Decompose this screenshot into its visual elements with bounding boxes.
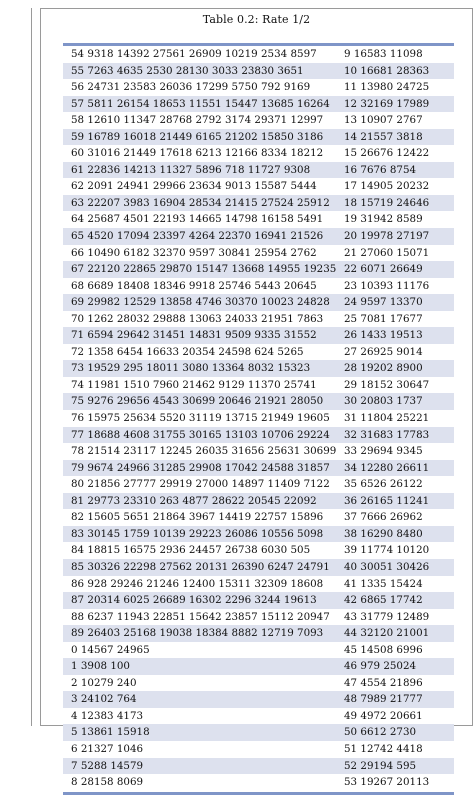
row-index: 28: [344, 362, 358, 375]
row-values: 12280 26611: [360, 461, 430, 474]
row-index: 58: [71, 114, 85, 127]
row-values: 14567 24965: [80, 643, 150, 656]
table-row: [336, 360, 454, 377]
row-values: 15975 25634 5520 31119 13715 21949 19605: [87, 412, 330, 425]
table-row: [336, 311, 454, 328]
table-row: [336, 327, 454, 344]
row-index: 50: [344, 726, 358, 739]
table-right-column: [336, 43, 454, 795]
row-values: 13980 24725: [360, 81, 430, 94]
table-row: [63, 758, 346, 775]
table-row: [63, 228, 346, 245]
row-index: 77: [71, 428, 85, 441]
row-values: 11981 1510 7960 21462 9129 11370 25741: [87, 378, 317, 391]
row-values: 9597 13370: [360, 296, 423, 309]
row-values: 7666 26962: [360, 511, 423, 524]
row-values: 19978 27197: [360, 230, 430, 243]
row-index: 36: [344, 494, 358, 507]
row-values: 26925 9014: [360, 345, 423, 358]
row-index: 32: [344, 428, 358, 441]
table-caption: Table 0.2: Rate 1/2: [202, 13, 311, 26]
table-row: [336, 245, 454, 262]
table-row: [63, 774, 346, 791]
row-values: 29194 595: [360, 759, 417, 772]
row-index: 81: [71, 494, 85, 507]
row-index: 55: [71, 64, 85, 77]
table-row: [63, 691, 346, 708]
row-index: 70: [71, 312, 85, 325]
row-index: 67: [71, 263, 85, 276]
row-values: 4972 20661: [360, 709, 423, 722]
row-values: 10393 11176: [360, 279, 430, 292]
table-row: [336, 476, 454, 493]
table-row: [63, 509, 346, 526]
row-index: 85: [71, 560, 85, 573]
row-values: 7081 17677: [360, 312, 423, 325]
table-row: [63, 96, 346, 113]
row-index: 11: [344, 81, 358, 94]
row-values: 1262 28032 29888 13063 24033 21951 7863: [87, 312, 324, 325]
row-index: 7: [71, 759, 78, 772]
table-row: [336, 211, 454, 228]
row-index: 18: [344, 196, 358, 209]
row-index: 59: [71, 130, 85, 143]
row-index: 78: [71, 445, 85, 458]
row-values: 29982 12529 13858 4746 30370 10023 24828: [87, 296, 330, 309]
row-index: 17: [344, 180, 358, 193]
row-values: 22120 22865 29870 15147 13668 14955 19235: [87, 263, 337, 276]
row-index: 48: [344, 693, 358, 706]
row-index: 15: [344, 147, 358, 160]
table-row: [63, 493, 346, 510]
row-values: 14508 6996: [360, 643, 423, 656]
row-index: 23: [344, 279, 358, 292]
table-row: [63, 344, 346, 361]
row-index: 49: [344, 709, 358, 722]
row-index: 53: [344, 776, 358, 789]
table-row: [336, 112, 454, 129]
row-index: 88: [71, 610, 85, 623]
table-row: [63, 443, 346, 460]
row-index: 79: [71, 461, 85, 474]
row-values: 4554 21896: [360, 676, 423, 689]
table-row: [336, 393, 454, 410]
row-values: 9276 29656 4543 30699 20646 21921 28050: [87, 395, 324, 408]
row-values: 12742 4418: [360, 742, 423, 755]
table-row: [336, 195, 454, 212]
row-values: 5288 14579: [80, 759, 144, 772]
row-index: 72: [71, 345, 85, 358]
row-index: 68: [71, 279, 85, 292]
row-index: 44: [344, 627, 358, 640]
row-index: 10: [344, 64, 358, 77]
row-values: 12610 11347 28768 2792 3174 29371 12997: [87, 114, 324, 127]
row-index: 21: [344, 246, 358, 259]
row-index: 0: [71, 643, 78, 656]
row-index: 65: [71, 230, 85, 243]
row-values: 7263 4635 2530 28130 3033 23830 3651: [87, 64, 304, 77]
row-index: 30: [344, 395, 358, 408]
row-values: 9674 24966 31285 29908 17042 24588 31857: [87, 461, 330, 474]
table-row: [336, 675, 454, 692]
row-index: 84: [71, 544, 85, 557]
table-row: [63, 476, 346, 493]
row-index: 13: [344, 114, 358, 127]
table-bottom-rule: [336, 792, 454, 795]
row-index: 45: [344, 643, 358, 656]
row-index: 31: [344, 412, 358, 425]
table-row: [63, 460, 346, 477]
row-index: 87: [71, 594, 85, 607]
row-values: 7676 8754: [360, 163, 417, 176]
table-row: [336, 708, 454, 725]
row-values: 6526 26122: [360, 478, 423, 491]
row-values: 1335 15424: [360, 577, 423, 590]
row-values: 10279 240: [80, 676, 137, 689]
row-values: 7989 21777: [360, 693, 423, 706]
table-row: [336, 96, 454, 113]
row-values: 22836 14213 11327 5896 718 11727 9308: [87, 163, 311, 176]
row-index: 22: [344, 263, 358, 276]
row-index: 83: [71, 527, 85, 540]
row-values: 30326 22298 27562 20131 26390 6247 24791: [87, 560, 330, 573]
row-index: 37: [344, 511, 358, 524]
table-right-body: [336, 46, 454, 791]
table-row: [63, 278, 346, 295]
row-index: 54: [71, 48, 85, 60]
row-values: 12383 4173: [80, 709, 144, 722]
table-row: [63, 327, 346, 344]
row-values: 1358 6454 16633 20354 24598 624 5265: [87, 345, 304, 358]
table-row: [63, 642, 346, 659]
row-values: 4520 17094 23397 4264 22370 16941 21526: [87, 230, 324, 243]
table-row: [336, 162, 454, 179]
table-row: [63, 63, 346, 80]
table-row: [63, 675, 346, 692]
table-row: [63, 112, 346, 129]
row-index: 63: [71, 196, 85, 209]
row-values: 16789 16018 21449 6165 21202 15850 3186: [87, 130, 324, 143]
row-index: 6: [71, 742, 78, 755]
row-index: 27: [344, 345, 358, 358]
table-row: [336, 493, 454, 510]
row-values: 26676 12422: [360, 147, 430, 160]
row-index: 66: [71, 246, 85, 259]
row-index: 2: [71, 676, 78, 689]
table-row: [63, 162, 346, 179]
row-index: 1: [71, 660, 78, 673]
row-values: 27060 15071: [360, 246, 430, 259]
row-values: 31016 21449 17618 6213 12166 8334 18212: [87, 147, 324, 160]
table-row: [63, 360, 346, 377]
table-row: [63, 542, 346, 559]
row-values: 28158 8069: [80, 776, 144, 789]
table-row: [63, 377, 346, 394]
table-row: [63, 294, 346, 311]
row-values: 32169 17989: [360, 97, 430, 110]
table-row: [336, 228, 454, 245]
row-values: 6689 18408 18346 9918 25746 5443 20645: [87, 279, 317, 292]
row-index: 51: [344, 742, 358, 755]
row-values: 10490 6182 32370 9597 30841 25954 2762: [87, 246, 317, 259]
row-values: 6237 11943 22851 15642 23857 15112 20947: [87, 610, 330, 623]
row-index: 33: [344, 445, 358, 458]
table-row: [336, 576, 454, 593]
row-values: 18688 4608 31755 30165 13103 10706 29224: [87, 428, 330, 441]
table-row: [63, 592, 346, 609]
row-values: 26165 11241: [360, 494, 430, 507]
row-values: 31683 17783: [360, 428, 430, 441]
table-row: [63, 410, 346, 427]
table-row: [63, 708, 346, 725]
row-index: 82: [71, 511, 85, 524]
row-index: 76: [71, 412, 85, 425]
row-index: 71: [71, 329, 85, 342]
table-row: [63, 178, 346, 195]
table-left-body: [63, 46, 346, 791]
row-values: 16681 28363: [360, 64, 430, 77]
row-values: 24731 23583 26036 17299 5750 792 9169: [87, 81, 311, 94]
row-index: 89: [71, 627, 85, 640]
row-values: 14905 20232: [360, 180, 430, 193]
row-values: 29773 23310 263 4877 28622 20545 22092: [87, 494, 317, 507]
row-index: 26: [344, 329, 358, 342]
table-row: [63, 129, 346, 146]
row-values: 21514 23117 12245 26035 31656 25631 30699: [87, 445, 337, 458]
row-values: 31942 8589: [360, 213, 423, 226]
row-values: 979 25024: [360, 660, 417, 673]
row-index: 5: [71, 726, 78, 739]
row-index: 3: [71, 693, 78, 706]
table-row: [336, 758, 454, 775]
table-row: [336, 625, 454, 642]
table-row: [336, 278, 454, 295]
row-values: 1433 19513: [360, 329, 423, 342]
table-row: [336, 79, 454, 96]
table-row: [63, 741, 346, 758]
row-values: 6612 2730: [360, 726, 417, 739]
row-index: 64: [71, 213, 85, 226]
row-values: 18152 30647: [360, 378, 430, 391]
row-index: 12: [344, 97, 358, 110]
table-row: [63, 211, 346, 228]
row-index: 14: [344, 130, 358, 143]
row-values: 24102 764: [80, 693, 137, 706]
table-row: [336, 261, 454, 278]
row-values: 16290 8480: [360, 527, 423, 540]
row-values: 10907 2767: [360, 114, 423, 127]
table-row: [336, 542, 454, 559]
table-row: [63, 427, 346, 444]
row-index: 8: [71, 776, 78, 789]
table-left-column: [63, 43, 346, 795]
row-index: 80: [71, 478, 85, 491]
row-values: 19202 8900: [360, 362, 423, 375]
row-index: 47: [344, 676, 358, 689]
row-values: 21327 1046: [80, 742, 144, 755]
row-index: 19: [344, 213, 358, 226]
row-values: 19267 20113: [360, 776, 430, 789]
row-index: 56: [71, 81, 85, 94]
previous-page-strip: [0, 8, 32, 726]
row-values: 6071 26649: [360, 263, 423, 276]
table-row: [63, 245, 346, 262]
row-values: 22207 3983 16904 28534 21415 27524 25912: [87, 196, 330, 209]
row-values: 6865 17742: [360, 594, 423, 607]
table-row: [336, 294, 454, 311]
table-row: [63, 576, 346, 593]
table-row: [63, 393, 346, 410]
table-row: [336, 592, 454, 609]
table-row: [336, 344, 454, 361]
table-row: [336, 559, 454, 576]
row-values: 6594 29642 31451 14831 9509 9335 31552: [87, 329, 317, 342]
table-row: [336, 410, 454, 427]
row-values: 29694 9345: [360, 445, 423, 458]
row-index: 24: [344, 296, 358, 309]
row-index: 61: [71, 163, 85, 176]
row-index: 9: [344, 48, 351, 60]
table-row: [336, 427, 454, 444]
row-index: 38: [344, 527, 358, 540]
table-row: [336, 691, 454, 708]
row-values: 11774 10120: [360, 544, 430, 557]
table-row: [336, 377, 454, 394]
row-index: 41: [344, 577, 358, 590]
table-row: [336, 526, 454, 543]
table-bottom-rule: [63, 792, 346, 795]
row-values: 928 29246 21246 12400 15311 32309 18608: [87, 577, 324, 590]
row-values: 15719 24646: [360, 196, 430, 209]
row-index: 34: [344, 461, 358, 474]
table-row: [63, 625, 346, 642]
table-row: [336, 443, 454, 460]
row-index: 62: [71, 180, 85, 193]
row-index: 86: [71, 577, 85, 590]
table-row: [336, 658, 454, 675]
row-index: 35: [344, 478, 358, 491]
table-row: [336, 509, 454, 526]
table-row: [336, 774, 454, 791]
row-values: 30145 1759 10139 29223 26086 10556 5098: [87, 527, 324, 540]
table-row: [336, 609, 454, 626]
table-row: [336, 145, 454, 162]
row-values: 31779 12489: [360, 610, 430, 623]
table-row: [336, 46, 454, 63]
page-frame: [40, 8, 473, 789]
row-index: 29: [344, 378, 358, 391]
row-index: 40: [344, 560, 358, 573]
row-index: 69: [71, 296, 85, 309]
table-row: [336, 460, 454, 477]
row-values: 32120 21001: [360, 627, 430, 640]
row-index: 52: [344, 759, 358, 772]
row-index: 16: [344, 163, 358, 176]
row-values: 5811 26154 18653 11551 15447 13685 16264: [87, 97, 330, 110]
row-index: 20: [344, 230, 358, 243]
row-index: 39: [344, 544, 358, 557]
table-row: [336, 642, 454, 659]
table-row: [63, 195, 346, 212]
table-row: [63, 658, 346, 675]
row-values: 21557 3818: [360, 130, 423, 143]
row-index: 43: [344, 610, 358, 623]
row-values: 26403 25168 19038 18384 8882 12719 7093: [87, 627, 324, 640]
table-row: [336, 63, 454, 80]
row-values: 9318 14392 27561 26909 10219 2534 8597: [87, 48, 317, 60]
row-values: 19529 295 18011 3080 13364 8032 15323: [87, 362, 311, 375]
table-row: [63, 79, 346, 96]
table-row: [63, 559, 346, 576]
table-row: [63, 261, 346, 278]
table-row: [63, 46, 346, 63]
row-values: 20314 6025 26689 16302 2296 3244 19613: [87, 594, 317, 607]
row-values: 16583 11098: [353, 48, 423, 60]
row-index: 4: [71, 709, 78, 722]
row-index: 73: [71, 362, 85, 375]
table-row: [63, 609, 346, 626]
row-values: 3908 100: [80, 660, 130, 673]
table-row: [63, 145, 346, 162]
row-values: 20803 1737: [360, 395, 423, 408]
row-values: 30051 30426: [360, 560, 430, 573]
table-row: [63, 311, 346, 328]
row-values: 18815 16575 2936 24457 26738 6030 505: [87, 544, 311, 557]
row-index: 57: [71, 97, 85, 110]
row-values: 2091 24941 29966 23634 9013 15587 5444: [87, 180, 317, 193]
row-index: 75: [71, 395, 85, 408]
row-values: 25687 4501 22193 14665 14798 16158 5491: [87, 213, 324, 226]
row-values: 13861 15918: [80, 726, 150, 739]
row-index: 42: [344, 594, 358, 607]
table-row: [63, 526, 346, 543]
row-index: 60: [71, 147, 85, 160]
row-index: 25: [344, 312, 358, 325]
row-values: 21856 27777 29919 27000 14897 11409 7122: [87, 478, 330, 491]
table-row: [336, 741, 454, 758]
table-row: [336, 178, 454, 195]
row-index: 46: [344, 660, 358, 673]
row-values: 15605 5651 21864 3967 14419 22757 15896: [87, 511, 324, 524]
table-row: [336, 129, 454, 146]
row-values: 11804 25221: [360, 412, 430, 425]
row-index: 74: [71, 378, 85, 391]
